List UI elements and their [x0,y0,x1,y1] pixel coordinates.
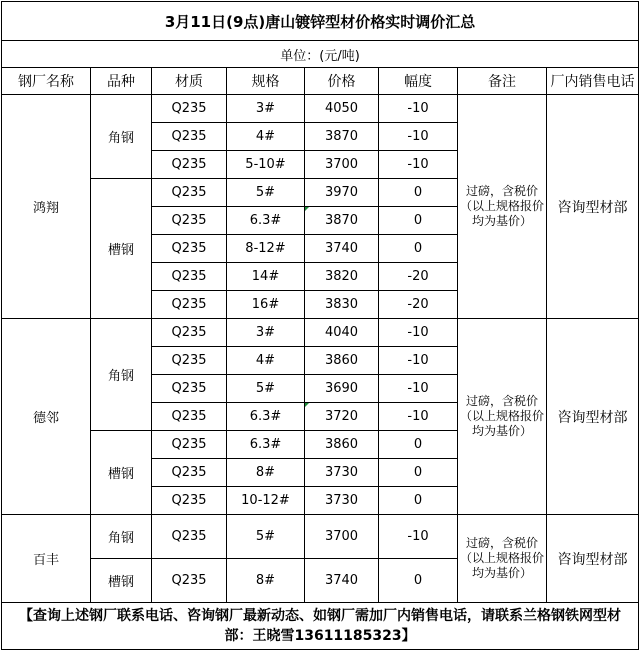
material: Q235 [152,431,227,459]
material: Q235 [152,487,227,515]
material: Q235 [152,319,227,347]
price: 3970 [305,179,379,207]
change: -10 [379,123,458,151]
variety: 角钢 [91,319,152,431]
material: Q235 [152,559,227,603]
table-row [2,319,639,347]
comment-marker-icon [305,207,309,211]
price: 3740 [305,559,379,603]
material: Q235 [152,459,227,487]
unit-label: 单位：(元/吨) [2,41,639,68]
change: 0 [379,207,458,235]
price: 3730 [305,487,379,515]
change: -10 [379,319,458,347]
spec: 8# [227,459,305,487]
price: 3740 [305,235,379,263]
spec: 16# [227,291,305,319]
material: Q235 [152,263,227,291]
price: 3720 [324,409,359,424]
variety: 角钢 [91,515,152,559]
spec: 6.3# [227,403,305,431]
price-table [1,1,639,650]
page-title: 3月11日(9点)唐山镀锌型材价格实时调价汇总 [2,2,639,41]
header-change: 幅度 [379,68,458,95]
spec: 4# [227,123,305,151]
material: Q235 [152,515,227,559]
variety: 槽钢 [91,431,152,515]
material: Q235 [152,207,227,235]
variety: 槽钢 [91,559,152,603]
mill-name: 鸿翔 [2,95,91,319]
price: 3870 [324,213,359,228]
material: Q235 [152,347,227,375]
header-remark: 备注 [458,68,547,95]
change: -10 [379,403,458,431]
price: 3690 [305,375,379,403]
spec: 5# [227,179,305,207]
spec: 3# [227,95,305,123]
header-phone: 厂内销售电话 [547,68,639,95]
material: Q235 [152,291,227,319]
change: -10 [379,515,458,559]
header-row [2,68,639,95]
spec: 5-10# [227,151,305,179]
material: Q235 [152,235,227,263]
price: 3870 [305,123,379,151]
change: -10 [379,375,458,403]
header-price: 价格 [305,68,379,95]
spec: 3# [227,319,305,347]
price-cell [305,403,379,431]
change: -10 [379,347,458,375]
change: 0 [379,179,458,207]
change: 0 [379,459,458,487]
material: Q235 [152,375,227,403]
material: Q235 [152,123,227,151]
header-variety: 品种 [91,68,152,95]
price: 3860 [305,347,379,375]
price: 3830 [305,291,379,319]
price: 4050 [305,95,379,123]
spec: 14# [227,263,305,291]
spec: 5# [227,375,305,403]
spec: 4# [227,347,305,375]
price: 3700 [305,515,379,559]
variety: 角钢 [91,95,152,179]
material: Q235 [152,95,227,123]
material: Q235 [152,179,227,207]
price: 3820 [305,263,379,291]
change: 0 [379,431,458,459]
price-cell [305,207,379,235]
table-row [2,515,639,559]
price: 4040 [305,319,379,347]
change: -20 [379,291,458,319]
spec: 10-12# [227,487,305,515]
spec: 8# [227,559,305,603]
remark: 过磅，含税价（以上规格报价均为基价） [458,95,547,319]
price: 3860 [305,431,379,459]
contact: 咨询型材部 [547,95,639,319]
header-spec: 规格 [227,68,305,95]
change: -10 [379,95,458,123]
mill-name: 德邻 [2,319,91,515]
remark: 过磅，含税价（以上规格报价均为基价） [458,515,547,603]
contact: 咨询型材部 [547,319,639,515]
remark: 过磅，含税价（以上规格报价均为基价） [458,319,547,515]
change: -10 [379,151,458,179]
material: Q235 [152,151,227,179]
footer-contact-note: 【查询上述钢厂联系电话、咨询钢厂最新动态、如钢厂需加厂内销售电话，请联系兰格钢铁网型材部：王晓雪13611185323】 [2,603,639,650]
price: 3730 [305,459,379,487]
spec: 6.3# [227,431,305,459]
spec: 6.3# [227,207,305,235]
material: Q235 [152,403,227,431]
change: -20 [379,263,458,291]
variety: 槽钢 [91,179,152,319]
price: 3700 [305,151,379,179]
change: 0 [379,559,458,603]
contact: 咨询型材部 [547,515,639,603]
header-mill: 钢厂名称 [2,68,91,95]
spec: 8-12# [227,235,305,263]
change: 0 [379,235,458,263]
header-material: 材质 [152,68,227,95]
change: 0 [379,487,458,515]
mill-name: 百丰 [2,515,91,603]
table-row [2,95,639,123]
comment-marker-icon [305,403,309,407]
spec: 5# [227,515,305,559]
